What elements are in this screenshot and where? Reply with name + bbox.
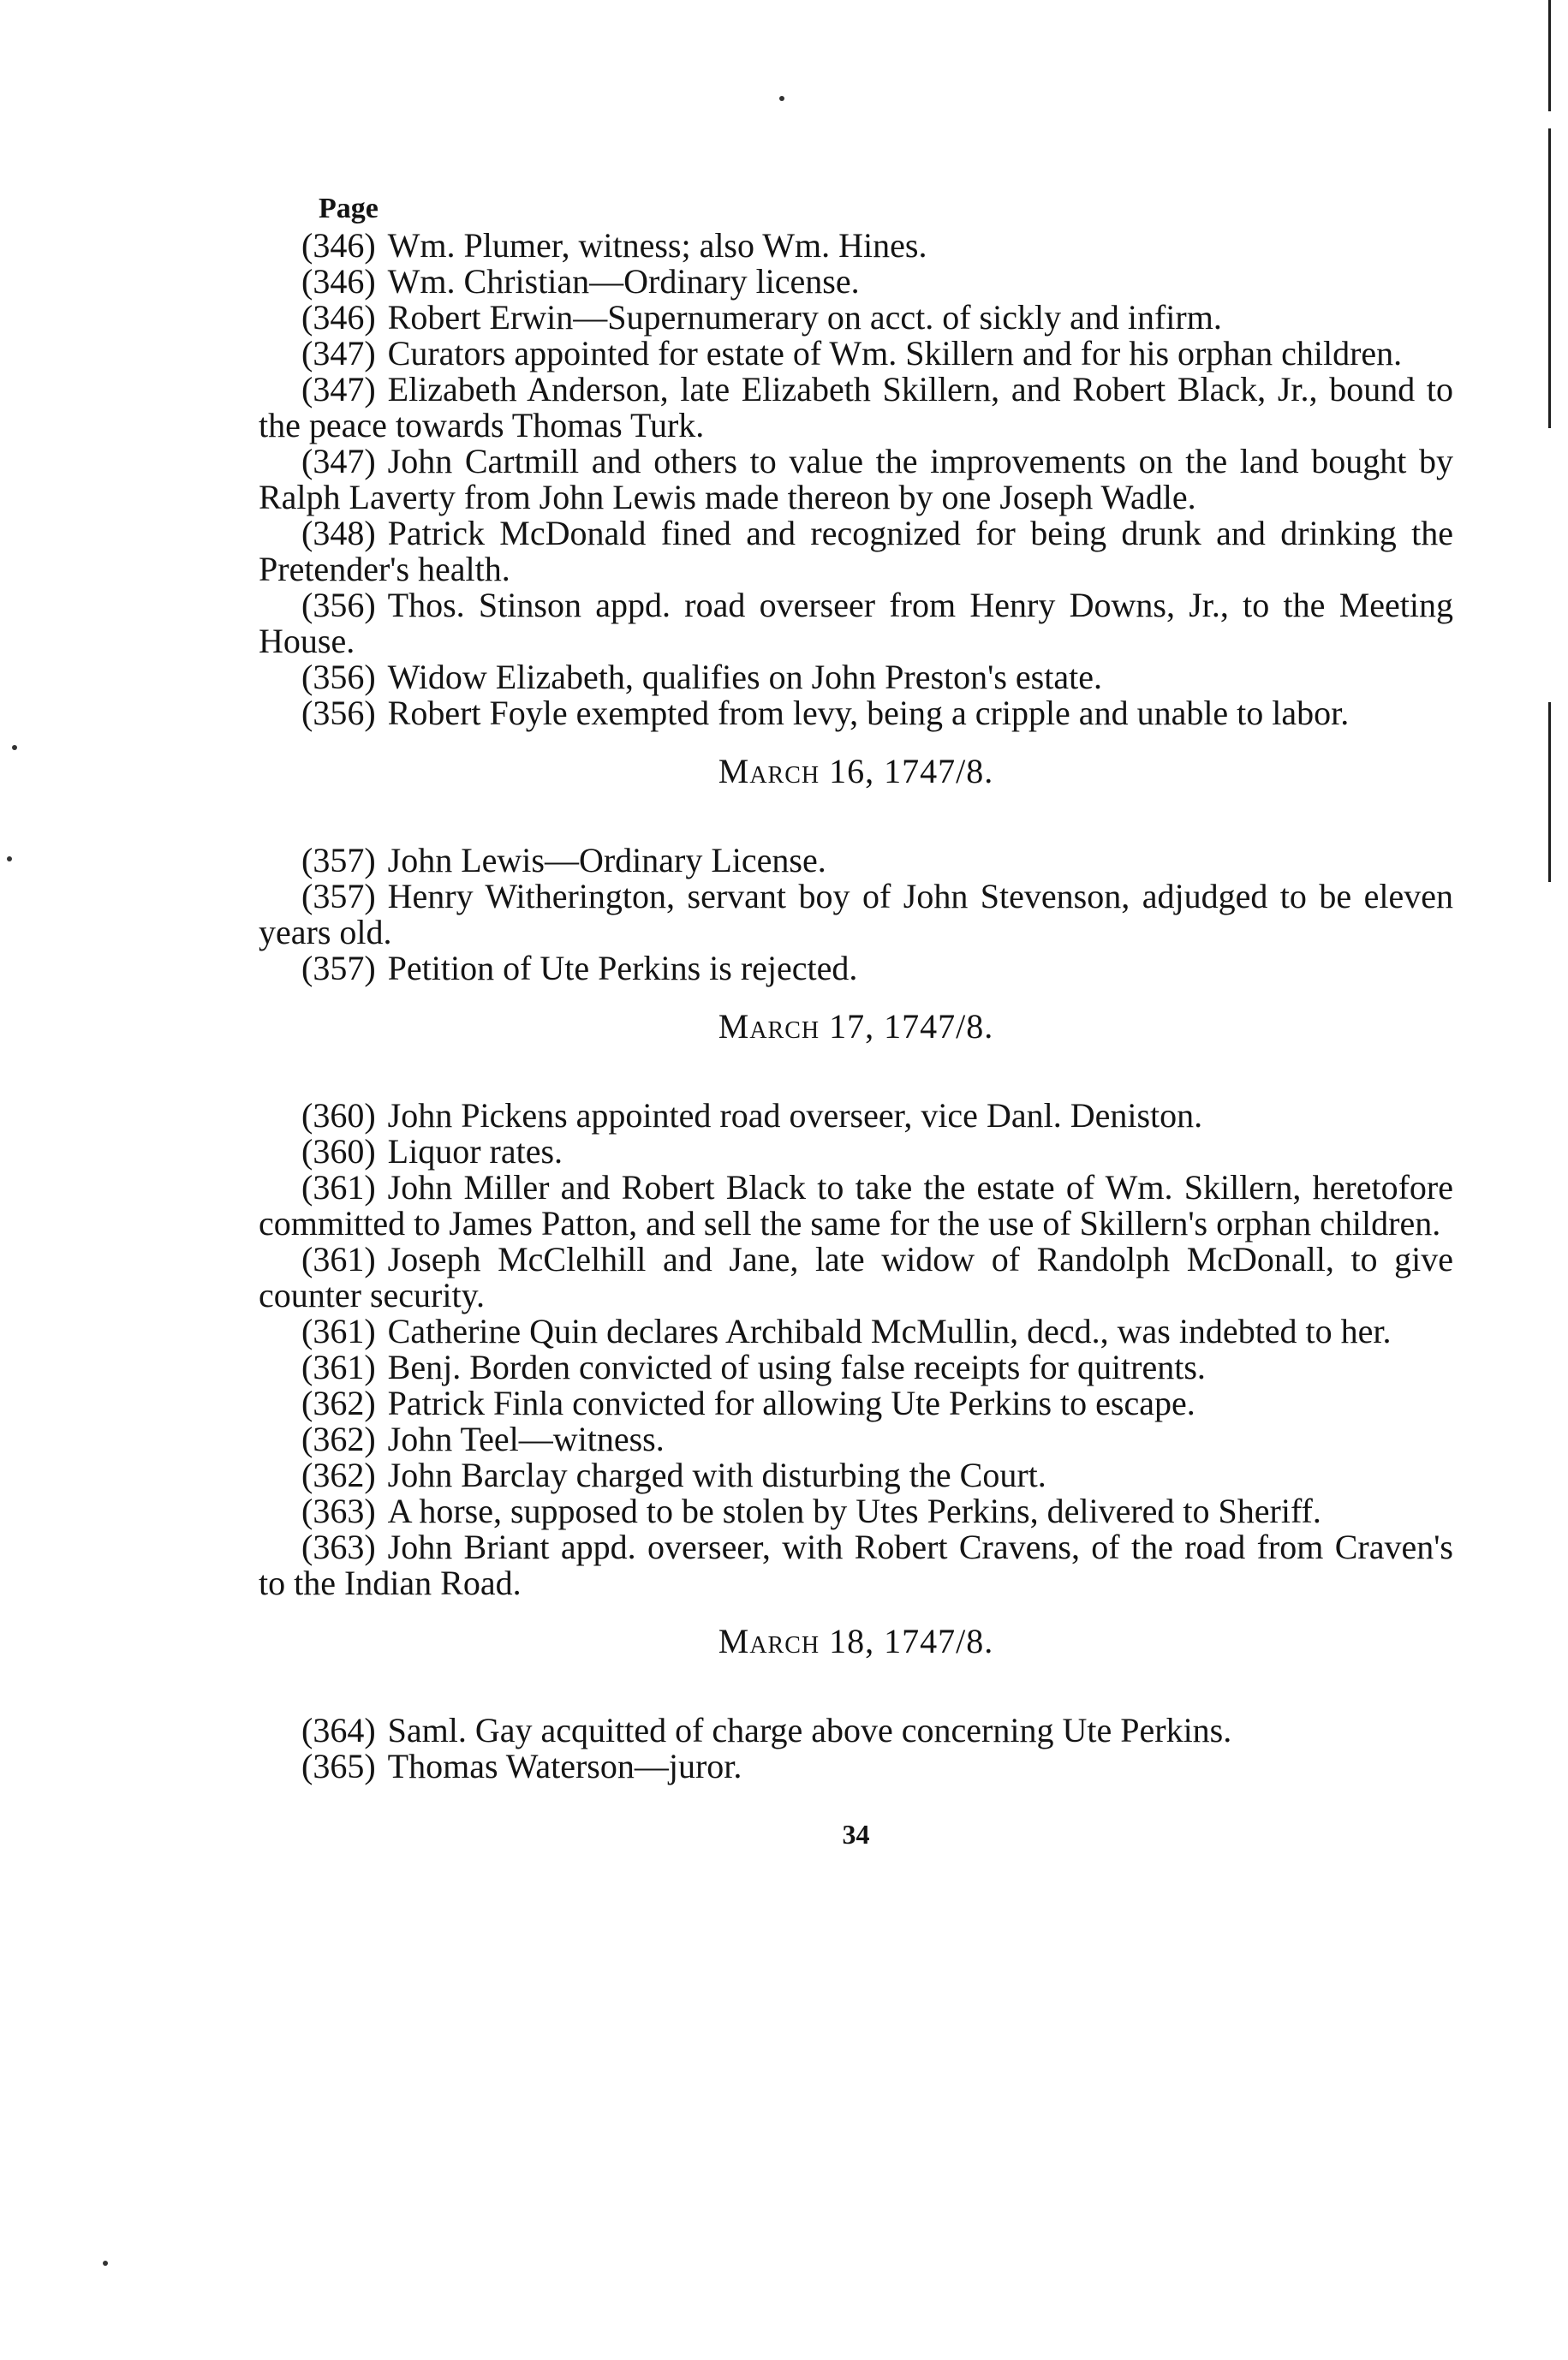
record-entry	[259, 1386, 1453, 1421]
page-reference: (361)	[301, 1348, 376, 1386]
entry-text: John Pickens appointed road overseer, vice Danl. Deniston.	[387, 1096, 1203, 1135]
entry-text: A horse, supposed to be stolen by Utes Perkins, delivered to Sheriff.	[387, 1492, 1321, 1530]
entry-text: Petition of Ute Perkins is rejected.	[387, 949, 858, 987]
entry-text: Patrick McDonald fined and recognized for being drunk and drinking the Pretender's health.	[259, 514, 1453, 588]
record-entry	[259, 1350, 1453, 1386]
entry-text: Benj. Borden convicted of using false receipts for quitrents.	[387, 1348, 1206, 1386]
entry-text: John Miller and Robert Black to take the estate of Wm. Skillern, heretofore committed to James Patton, and sell the same for the use of Skillern's orphan children.	[259, 1168, 1453, 1243]
page-reference: (347)	[301, 442, 376, 480]
record-entry	[259, 1421, 1453, 1457]
page-reference: (346)	[301, 298, 376, 337]
session-date-heading: March 16, 1747/8.	[718, 752, 994, 790]
entry-text: Curators appointed for estate of Wm. Skillern and for his orphan children.	[387, 334, 1403, 372]
record-entry	[259, 300, 1453, 336]
entry-text: Wm. Plumer, witness; also Wm. Hines.	[387, 226, 927, 265]
session-date-heading: March 17, 1747/8.	[718, 1007, 994, 1046]
record-entry	[259, 1170, 1453, 1242]
record-entry	[259, 336, 1453, 372]
court-session	[259, 1009, 1453, 1608]
court-session	[259, 228, 1453, 738]
page-reference: (348)	[301, 514, 376, 552]
entry-text: John Briant appd. overseer, with Robert Cravens, of the road from Craven's to the Indian Road.	[259, 1528, 1453, 1602]
page-reference: (347)	[301, 334, 376, 372]
page-reference: (346)	[301, 226, 376, 265]
record-entry	[259, 516, 1453, 587]
entry-text: Henry Witherington, servant boy of John Stevenson, adjudged to be eleven years old.	[259, 877, 1453, 951]
scan-speck	[7, 856, 12, 861]
page-reference: (357)	[301, 877, 376, 915]
scan-edge-line	[1548, 128, 1551, 428]
scan-speck	[12, 745, 17, 750]
record-entry	[259, 879, 1453, 951]
page-reference: (365)	[301, 1747, 376, 1785]
court-session	[259, 1624, 1453, 1785]
entry-text: Saml. Gay acquitted of charge above concerning Ute Perkins.	[387, 1711, 1232, 1749]
entry-text: Liquor rates.	[387, 1132, 563, 1171]
page-reference: (357)	[301, 949, 376, 987]
page-reference: (346)	[301, 262, 376, 301]
page-reference: (362)	[301, 1420, 376, 1458]
entry-text: Robert Erwin—Supernumerary on acct. of sickly and infirm.	[387, 298, 1222, 337]
entry-text: Widow Elizabeth, qualifies on John Preston's estate.	[387, 658, 1102, 696]
scan-edge-line	[1548, 0, 1551, 111]
record-entry	[259, 587, 1453, 659]
record-entry	[259, 695, 1453, 731]
record-entry	[259, 1134, 1453, 1170]
record-entry	[259, 1529, 1453, 1601]
page-reference: (356)	[301, 586, 376, 624]
page-reference: (357)	[301, 841, 376, 879]
entry-text: Catherine Quin declares Archibald McMullin, decd., was indebted to her.	[387, 1312, 1392, 1350]
entry-text: John Teel—witness.	[387, 1420, 665, 1458]
session-date-heading: March 18, 1747/8.	[718, 1622, 994, 1660]
record-entry	[259, 1749, 1453, 1785]
entry-text: Joseph McClelhill and Jane, late widow of Randolph McDonall, to give counter security.	[259, 1240, 1453, 1314]
scan-speck	[103, 2261, 108, 2266]
record-entry	[259, 1242, 1453, 1314]
record-entry	[259, 1098, 1453, 1134]
record-entry	[259, 843, 1453, 879]
record-entry	[259, 1314, 1453, 1350]
scan-edge-line	[1548, 702, 1551, 882]
entry-text: Wm. Christian—Ordinary license.	[387, 262, 860, 301]
page-reference: (361)	[301, 1168, 376, 1207]
page-reference: (362)	[301, 1456, 376, 1494]
entry-text: Elizabeth Anderson, late Elizabeth Skillern, and Robert Black, Jr., bound to the peace towards Thomas Turk.	[259, 370, 1453, 444]
entry-text: Thos. Stinson appd. road overseer from Henry Downs, Jr., to the Meeting House.	[259, 586, 1453, 660]
record-entry	[259, 444, 1453, 516]
page-reference: (360)	[301, 1096, 376, 1135]
document-page	[259, 190, 1453, 1850]
record-entry	[259, 1493, 1453, 1529]
page-reference: (356)	[301, 658, 376, 696]
page-reference: (361)	[301, 1312, 376, 1350]
record-entry	[259, 1457, 1453, 1493]
court-session	[259, 754, 1453, 993]
record-entry	[259, 659, 1453, 695]
page-reference: (360)	[301, 1132, 376, 1171]
entry-text: John Cartmill and others to value the improvements on the land bought by Ralph Laverty from John Lewis made thereon by one Joseph Wadle.	[259, 442, 1453, 516]
entry-text: John Barclay charged with disturbing the Court.	[387, 1456, 1046, 1494]
page-reference: (364)	[301, 1711, 376, 1749]
entry-text: Thomas Waterson—juror.	[387, 1747, 742, 1785]
entry-text: Patrick Finla convicted for allowing Ute Perkins to escape.	[387, 1384, 1195, 1422]
record-entry	[259, 372, 1453, 444]
entries-container	[259, 228, 1453, 1785]
entry-text: Robert Foyle exempted from levy, being a cripple and unable to labor.	[387, 694, 1350, 732]
record-entry	[259, 264, 1453, 300]
page-reference: (356)	[301, 694, 376, 732]
page-reference: (363)	[301, 1492, 376, 1530]
page-reference: (363)	[301, 1528, 376, 1566]
scan-speck	[779, 96, 784, 101]
record-entry	[259, 1713, 1453, 1749]
page-reference: (362)	[301, 1384, 376, 1422]
record-entry	[259, 228, 1453, 264]
page-label: Page	[319, 193, 379, 224]
entry-text: John Lewis—Ordinary License.	[387, 841, 826, 879]
page-number: 34	[842, 1819, 870, 1850]
record-entry	[259, 951, 1453, 986]
page-reference: (361)	[301, 1240, 376, 1278]
page-reference: (347)	[301, 370, 376, 408]
